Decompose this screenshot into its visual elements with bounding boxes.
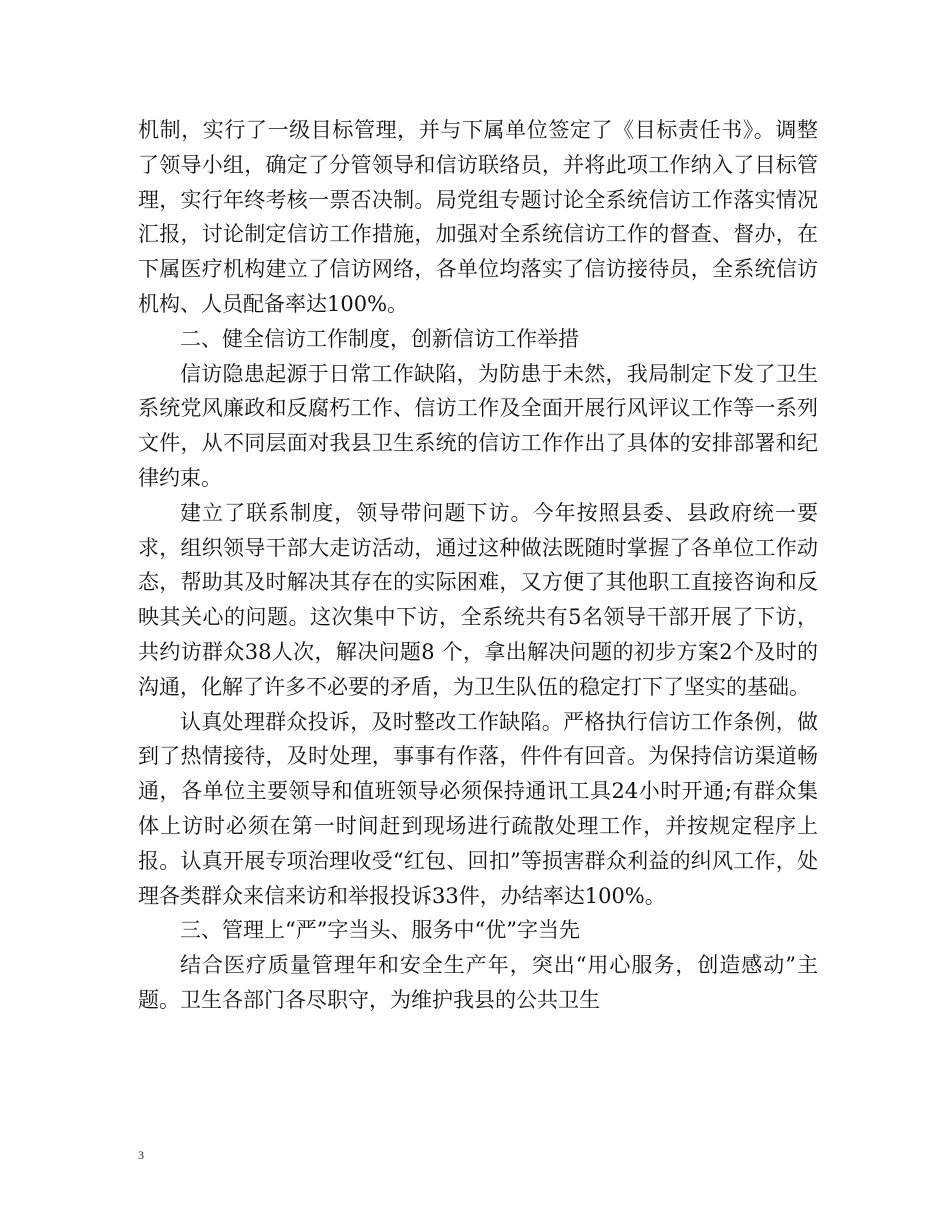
paragraph: 信访隐患起源于日常工作缺陷，为防患于未然，我局制定下发了卫生系统党风廉政和反腐朽工作、信访工作及全面开展行风评议工作等一系列文件，从不同层面对我县卫生系统的信访工作作出了具体的安排部署和纪律约束。 [138,361,818,490]
paragraph: 认真处理群众投诉，及时整改工作缺陷。严格执行信访工作条例，做到了热情接待，及时处理，事事有作落，件件有回音。为保持信访渠道畅通，各单位主要领导和值班领导必须保持通讯工具24小时开通;有群众集体上访时必须在第一时间赶到现场进行疏散处理工作，并按规定程序上报。认真开展专项治理收受“红包、回扣”等损害群众利益的纠风工作，处理各类群众来信来访和举报投诉33件，办结率达100%。 [138,709,818,908]
paragraph: 建立了联系制度，领导带问题下访。今年按照县委、县政府统一要求，组织领导干部大走访活动，通过这种做法既随时掌握了各单位工作动态，帮助其及时解决其存在的实际困难，又方便了其他职工直接咨询和反映其关心的问题。这次集中下访，全系统共有5名领导干部开展了下访，共约访群众38人次，解决问题8 个，拿出解决问题的初步方案2个及时的沟通，化解了许多不必要的矛盾，为卫生队伍的稳定打下了坚实的基础。 [138,500,818,699]
page-number: 3 [138,1148,144,1162]
section-heading-2: 二、健全信访工作制度，创新信访工作举措 [180,326,579,351]
paragraph-continuation: 机制，实行了一级目标管理，并与下属单位签定了《目标责任书》。调整了领导小组，确定了分管领导和信访联络员，并将此项工作纳入了目标管理，实行年终考核一票否决制。局党组专题讨论全系统信访工作落实情况汇报，讨论制定信访工作措施，加强对全系统信访工作的督查、督办，在下属医疗机构建立了信访网络，各单位均落实了信访接待员，全系统信访机构、人员配备率达100%。 [138,118,818,316]
section-heading-3: 三、管理上“严”字当头、服务中“优”字当先 [180,918,580,943]
document-body [138,113,818,1018]
paragraph: 结合医疗质量管理年和安全生产年，突出“用心服务，创造感动”主题。卫生各部门各尽职守，为维护我县的公共卫生 [138,953,818,1012]
